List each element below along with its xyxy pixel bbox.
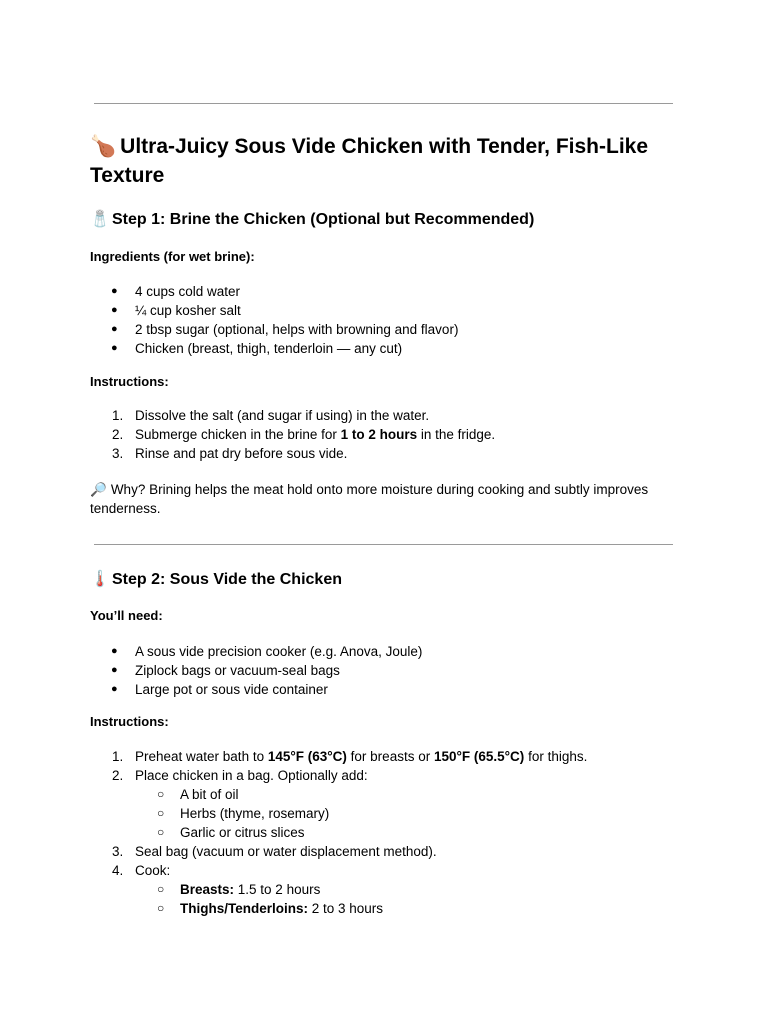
- brining-note: [90, 480, 680, 518]
- step1-instructions-label: Instructions:: [90, 374, 169, 389]
- step2-instructions-label: Instructions:: [90, 714, 169, 729]
- step1-heading: [90, 210, 534, 230]
- instruction-text: Rinse and pat dry before sous vide.: [135, 446, 348, 461]
- instruction-text: for breasts or: [346, 749, 434, 764]
- magnifying-glass-icon: 🔎: [90, 482, 107, 497]
- document-title-text: Ultra-Juicy Sous Vide Chicken with Tender, Fish-Like Texture: [90, 135, 649, 187]
- salt-shaker-icon: 🧂: [90, 211, 110, 228]
- chicken-leg-icon: 🍗: [90, 135, 117, 158]
- ingredients-label: Ingredients (for wet brine):: [90, 249, 255, 264]
- list-item: [90, 861, 587, 918]
- cut-name: Breasts:: [180, 882, 235, 897]
- list-item: [90, 406, 495, 425]
- instruction-text: in the fridge.: [417, 427, 496, 442]
- sub-list-item: ○ Garlic or citrus slices: [135, 823, 587, 842]
- list-item: [90, 747, 587, 766]
- cook-time: 2 to 3 hours: [308, 901, 384, 916]
- list-number: 1.: [112, 408, 124, 423]
- list-item: ● 4 cups cold water: [90, 282, 458, 301]
- breast-temperature: 145°F (63°C): [267, 749, 347, 764]
- list-number: 2.: [112, 768, 124, 783]
- list-number: 3.: [112, 844, 124, 859]
- sub-list-item: [135, 880, 587, 899]
- cut-name: Thighs/Tenderloins:: [180, 901, 308, 916]
- sub-list-item: ○ A bit of oil: [135, 785, 587, 804]
- ingredients-list: [90, 282, 458, 358]
- section-divider: [94, 544, 673, 545]
- brining-note-text: Why? Brining helps the meat hold onto more moisture during cooking and subtly improves tenderness.: [90, 482, 649, 516]
- equipment-label: You’ll need:: [90, 608, 163, 623]
- equipment-list: [90, 642, 422, 699]
- thigh-temperature: 150°F (65.5°C): [433, 749, 525, 764]
- instruction-emphasis: 1 to 2 hours: [340, 427, 418, 442]
- list-item: ● Ziplock bags or vacuum-seal bags: [90, 661, 422, 680]
- document-title: [90, 132, 690, 190]
- list-item: [90, 444, 495, 463]
- instruction-text: Cook:: [135, 863, 171, 878]
- thermometer-icon: 🌡️: [90, 571, 110, 588]
- list-item: [90, 842, 587, 861]
- list-number: 2.: [112, 427, 124, 442]
- list-number: 1.: [112, 749, 124, 764]
- sub-list-item: ○ Herbs (thyme, rosemary): [135, 804, 587, 823]
- list-item: ● ¼ cup kosher salt: [90, 301, 458, 320]
- instruction-text: for thighs.: [524, 749, 588, 764]
- step2-heading: [90, 570, 342, 590]
- step1-heading-text: Step 1: Brine the Chicken (Optional but Recommended): [112, 211, 535, 228]
- list-number: 3.: [112, 446, 124, 461]
- instruction-text: Seal bag (vacuum or water displacement method).: [135, 844, 437, 859]
- list-item: ● 2 tbsp sugar (optional, helps with browning and flavor): [90, 320, 458, 339]
- instruction-text: Submerge chicken in the brine for: [135, 427, 341, 442]
- list-item: [90, 425, 495, 444]
- step2-instructions-list: [90, 747, 587, 918]
- list-item: ● Large pot or sous vide container: [90, 680, 422, 699]
- instruction-text: Preheat water bath to: [135, 749, 268, 764]
- sub-list-item: [135, 899, 587, 918]
- instruction-text: Dissolve the salt (and sugar if using) in the water.: [135, 408, 430, 423]
- step1-instructions-list: [90, 406, 495, 463]
- step2-heading-text: Step 2: Sous Vide the Chicken: [112, 571, 342, 588]
- list-item: ● Chicken (breast, thigh, tenderloin — any cut): [90, 339, 458, 358]
- list-item: [90, 766, 587, 842]
- list-number: 4.: [112, 863, 124, 878]
- cook-times-list: [135, 880, 587, 918]
- top-divider: [94, 103, 673, 104]
- cook-time: 1.5 to 2 hours: [234, 882, 321, 897]
- optional-additions-list: [135, 785, 587, 842]
- list-item: ● A sous vide precision cooker (e.g. Anova, Joule): [90, 642, 422, 661]
- instruction-text: Place chicken in a bag. Optionally add:: [135, 768, 368, 783]
